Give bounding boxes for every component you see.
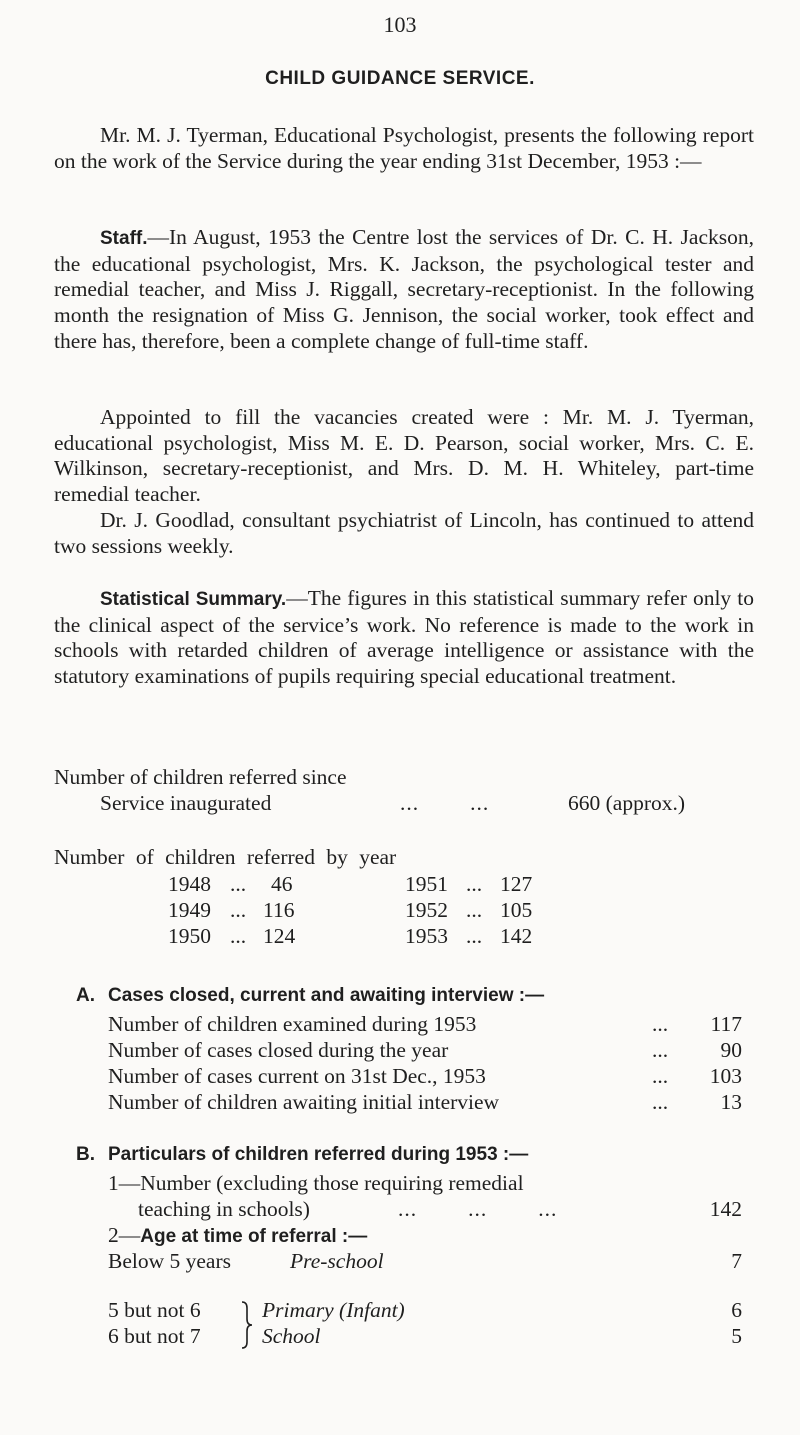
item2-line (108, 1223, 367, 1248)
staff-heading: Staff. (100, 228, 148, 249)
year-cell: 1950 (168, 924, 211, 948)
section-b-heading: Particulars of children referred during 1953 :— (108, 1144, 529, 1165)
row-label: Number of children examined during 1953 (108, 1012, 477, 1036)
page-number: 103 (383, 12, 417, 37)
item2-prefix: 2— (108, 1223, 141, 1247)
row-label: Number of children awaiting initial interview (108, 1090, 500, 1114)
section-a-letter: A. (76, 985, 95, 1006)
page-title: CHILD GUIDANCE SERVICE. (265, 68, 535, 89)
statistical-paragraph (54, 586, 754, 690)
year-dots: ... (466, 872, 483, 896)
below5-label: Below 5 years (108, 1249, 231, 1273)
year-cell: 1951 (405, 872, 448, 896)
section-a-heading: Cases closed, current and awaiting interview :— (108, 985, 545, 1006)
item1-line2: teaching in schools) (138, 1197, 310, 1221)
since-label-line2: Service inaugurated (100, 791, 272, 815)
row-label: Number of cases closed during the year (108, 1038, 449, 1062)
below5-value: 7 (731, 1249, 742, 1273)
intro-paragraph: Mr. M. J. Tyerman, Educational Psychologist, presents the following report on the work of the Service during the year ending 31st December, 1953 :— (54, 123, 754, 173)
year-dots: ... (466, 898, 483, 922)
since-value: 660 (approx.) (568, 791, 686, 815)
primary-line2: School (262, 1324, 321, 1348)
year-cell: 1952 (405, 898, 448, 922)
age-row-label: 5 but not 6 (108, 1298, 201, 1322)
row-value: 117 (710, 1012, 742, 1036)
primary-line1: Primary (Infant) (262, 1298, 405, 1322)
year-cell: 1953 (405, 924, 448, 948)
year-dots: ... (466, 924, 483, 948)
year-value: 105 (500, 898, 533, 922)
row-label: Number of cases current on 31st Dec., 1953 (108, 1064, 486, 1088)
since-dots: ... ... (400, 791, 490, 815)
row-dots: ... (652, 1064, 669, 1088)
row-value: 13 (720, 1090, 742, 1114)
year-value: 127 (500, 872, 533, 896)
row-value: 90 (720, 1038, 742, 1062)
by-year-label: Number of children referred by year (54, 845, 397, 869)
age-row-value: 5 (731, 1324, 742, 1348)
year-cell: 1949 (168, 898, 211, 922)
section-b-letter: B. (76, 1144, 95, 1165)
year-value: 116 (263, 898, 295, 922)
staff-text: —In August, 1953 the Centre lost the services of Dr. C. H. Jackson, the educational psychologist, Mrs. K. Jackson, the psychological tester and remedial teacher, and Miss J. Riggall, secretary-receptionist. In the following month the resignation of Miss G. Jennison, the social worker, took effect and there has, therefore, been a complete change of full-time staff. (54, 225, 754, 353)
year-dots: ... (230, 898, 247, 922)
row-dots: ... (652, 1012, 669, 1036)
row-value: 103 (709, 1064, 742, 1088)
year-value: 46 (271, 872, 293, 896)
age-row-value: 6 (731, 1298, 742, 1322)
statistical-heading: Statistical Summary. (100, 589, 287, 610)
staff-paragraph (54, 225, 754, 355)
row-dots: ... (652, 1038, 669, 1062)
year-dots: ... (230, 872, 247, 896)
year-dots: ... (230, 924, 247, 948)
right-brace-icon (240, 1300, 254, 1350)
since-label-line1: Number of children referred since (54, 765, 347, 789)
row-dots: ... (652, 1090, 669, 1114)
year-value: 142 (500, 924, 533, 948)
appointed-paragraph: Appointed to fill the vacancies created were : Mr. M. J. Tyerman, educational psychologist, Miss M. E. D. Pearson, social worker, Mrs. C. E. Wilkinson, secretary-receptionist, and Mrs. D. M. H. Whiteley, part-time remedial teacher. (54, 405, 754, 507)
below5-category: Pre-school (290, 1249, 384, 1273)
goodlad-paragraph: Dr. J. Goodlad, consultant psychiatrist of Lincoln, has continued to attend two sessions weekly. (54, 508, 754, 558)
age-row-label: 6 but not 7 (108, 1324, 201, 1348)
item2-heading: Age at time of referral :— (140, 1226, 368, 1247)
year-value: 124 (263, 924, 296, 948)
year-cell: 1948 (168, 872, 211, 896)
item1-dots: ... ... ... (398, 1197, 558, 1221)
statistical-text: —The figures in this statistical summary refer only to the clinical aspect of the service’s work. No reference is made to the work in schools with retarded children of average intelligence or assistance with the statutory examinations of pupils requiring special educational treatment. (54, 586, 754, 689)
item1-value: 142 (709, 1197, 742, 1221)
item1-line1: 1—Number (excluding those requiring remedial (108, 1171, 524, 1195)
